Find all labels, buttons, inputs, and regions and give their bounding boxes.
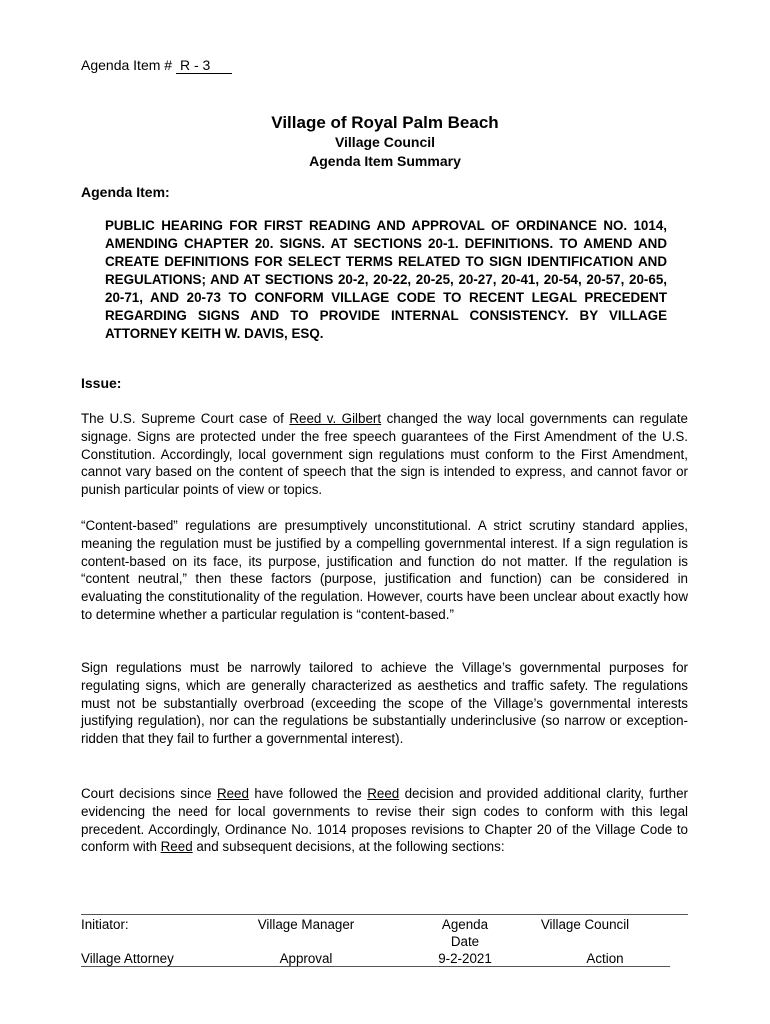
p1-text-a: The U.S. Supreme Court case of [81,411,290,426]
document-subtitle-council: Village Council [334,134,436,150]
footer-date-value: 9-2-2021 [438,951,492,966]
p4-text-b: have followed the [248,786,368,801]
p1-text-b: changed the way local governments can regulate signage. Signs are protected under the free speech guarantees of the First Amendment of the U.S. Constitution. Accordingly, local government sign regulations must conform to the First Amendment, cannot vary based on the content of speech that the sign is intended to express, and cannot favor or punish particular points of view or topics. [81,411,688,498]
case-name-reed-1: Reed [216,786,249,801]
footer-action-value: Action [586,951,624,966]
issue-paragraph-2: “Content-based” regulations are presumptively unconstitutional. A strict scrutiny standard applies, meaning the regulation must be justified by a compelling governmental interest. If a sign regulation is content-based on its face, its purpose, justification and function do not matter. If the regulation is “content neutral,” then these factors (purpose, justification and function) can be considered in evaluating the constitutionality of the regulation. However, courts have been unclear about exactly how to determine whether a particular regulation is “content-based.” [81,518,688,622]
case-name-reed-2: Reed [367,786,400,801]
footer-top-rule [81,914,688,915]
issue-paragraph-1 [81,410,688,499]
footer-bottom-rule [81,966,670,967]
footer-date-label-2: Date [450,934,480,949]
agenda-item-description: PUBLIC HEARING FOR FIRST READING AND APPROVAL OF ORDINANCE NO. 1014, AMENDING CHAPTER 20. SIGNS. AT SECTIONS 20-1. DEFINITIONS. TO AMEND AND CREATE DEFINITIONS FOR SELECT TERMS RELATED TO SIGN IDENTIFICATION AND REGULATIONS; AND AT SECTIONS 20-2, 20-22, 20-25, 20-27, 20-41, 20-54, 20-57, 20-65, 20-71, AND 20-73 TO CONFORM VILLAGE CODE TO RECENT LEGAL PRECEDENT REGARDING SIGNS AND TO PROVIDE INTERNAL CONSISTENCY. BY VILLAGE ATTORNEY KEITH W. DAVIS, ESQ. [105,218,667,341]
footer-action-label: Village Council [540,917,630,932]
document-subtitle-summary: Agenda Item Summary [309,153,461,169]
footer-approval-value: Approval [279,951,333,966]
agenda-item-heading: Agenda Item: [81,184,170,200]
footer-date-label-1: Agenda [441,917,489,932]
footer-approval-label: Village Manager [257,917,355,932]
case-name-reed-v-gilbert: Reed v. Gilbert [289,411,382,426]
p4-text-c: decision and provided additional clarity, further evidencing the need for local governments to revise their sign codes to conform with this legal precedent. Accordingly, Ordinance No. 1014 proposes revisions to Chapter 20 of the Village Code to conform with [81,786,688,855]
document-title: Village of Royal Palm Beach [271,113,499,132]
p4-text-d: and subsequent decisions, at the following sections: [192,839,505,855]
issue-heading: Issue: [81,375,122,391]
footer-initiator-label: Initiator: [81,917,129,932]
case-name-reed-3: Reed [160,839,193,855]
agenda-item-number-label: Agenda Item # [81,57,173,73]
agenda-item-number-value: R - 3 [176,57,232,74]
issue-paragraph-3: Sign regulations must be narrowly tailored to achieve the Village’s governmental purposes for regulating signs, which are generally characterized as aesthetics and traffic safety. The regulations must not be substantially overbroad (exceeding the scope of the Village’s governmental interests justifying regulation), nor can the regulations be substantially underinclusive (so narrow or exception-ridden that they fail to further a governmental interest). [81,660,688,747]
p4-text-a: Court decisions since [81,786,217,801]
issue-paragraph-4 [81,785,688,856]
footer-initiator-value: Village Attorney [81,951,174,966]
agenda-item-number-line [81,57,232,74]
